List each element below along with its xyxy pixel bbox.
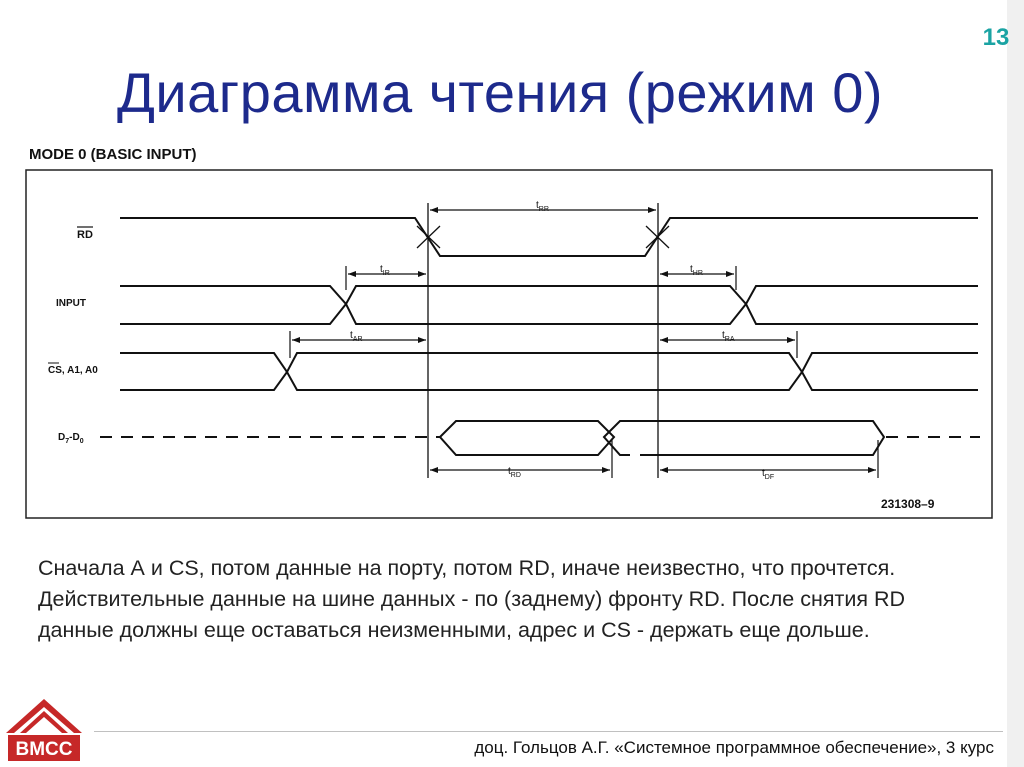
tdf-arrowhead-right [868, 467, 876, 473]
tra-label: $t_{RA}$ [722, 330, 735, 343]
trr-label: $t_{RR}$ [536, 200, 549, 213]
footer-text: доц. Гольцов А.Г. «Системное программное обеспечение», 3 курс [474, 738, 994, 757]
data-label-d: D [58, 432, 66, 443]
tar-label: $t_{AR}$ [350, 330, 363, 343]
tir-arrowhead-left [348, 271, 356, 277]
tdf-label: $t_{DF}$ [762, 468, 775, 481]
tir-label: $t_{IR}$ [380, 264, 390, 277]
slide-title: Диаграмма чтения (режим 0) [116, 61, 884, 124]
tra-arrowhead-right [787, 337, 795, 343]
trr-arrowhead-right [648, 207, 656, 213]
body-paragraph: Сначала А и CS, потом данные на порту, потом RD, иначе неизвестно, что прочтется. Действительные данные на шине данных - по (заднему) фронту RD. После снятия RD данные должны еще оставаться неизменными, адрес и CS - держать еще дольше. [38, 556, 906, 642]
trd-label: $t_{RD}$ [508, 466, 521, 479]
tar-arrowhead-right [418, 337, 426, 343]
tar-arrowhead-left [292, 337, 300, 343]
tdf-arrowhead-left [660, 467, 668, 473]
data-label-mid: -D [69, 432, 80, 443]
input-waveform-bottom [120, 304, 978, 324]
footer-divider [94, 731, 1003, 732]
rd-label: RD [77, 229, 93, 241]
input-waveform-top [120, 286, 978, 304]
tra-arrowhead-left [660, 337, 668, 343]
data-label-sub1: 7 [65, 438, 70, 445]
cs-label-main: CS [48, 365, 62, 376]
house-roof-logo-icon [4, 697, 84, 763]
slide-number: 13 [982, 24, 1010, 51]
cs-label [48, 365, 98, 376]
input-label: INPUT [56, 298, 86, 309]
data-label-sub2: 0 [79, 438, 84, 445]
trd-arrowhead-right [602, 467, 610, 473]
cs-label-rest: , A1, A0 [61, 365, 98, 376]
data-bus-transition [440, 421, 614, 455]
cs-waveform-bottom [120, 372, 978, 390]
thr-arrowhead-left [660, 271, 668, 277]
trr-arrowhead-left [430, 207, 438, 213]
trd-arrowhead-left [430, 467, 438, 473]
data-bus-label [58, 432, 84, 445]
figure-id: 231308–9 [881, 497, 935, 511]
thr-arrowhead-right [726, 271, 734, 277]
cs-waveform-top [120, 353, 978, 372]
logo-text: ВМСС [15, 739, 73, 760]
tir-arrowhead-right [418, 271, 426, 277]
rd-waveform [120, 218, 978, 256]
thr-label: $t_{HR}$ [690, 264, 703, 277]
data-bus-valid [604, 421, 884, 455]
diagram-caption: MODE 0 (BASIC INPUT) [29, 146, 197, 163]
